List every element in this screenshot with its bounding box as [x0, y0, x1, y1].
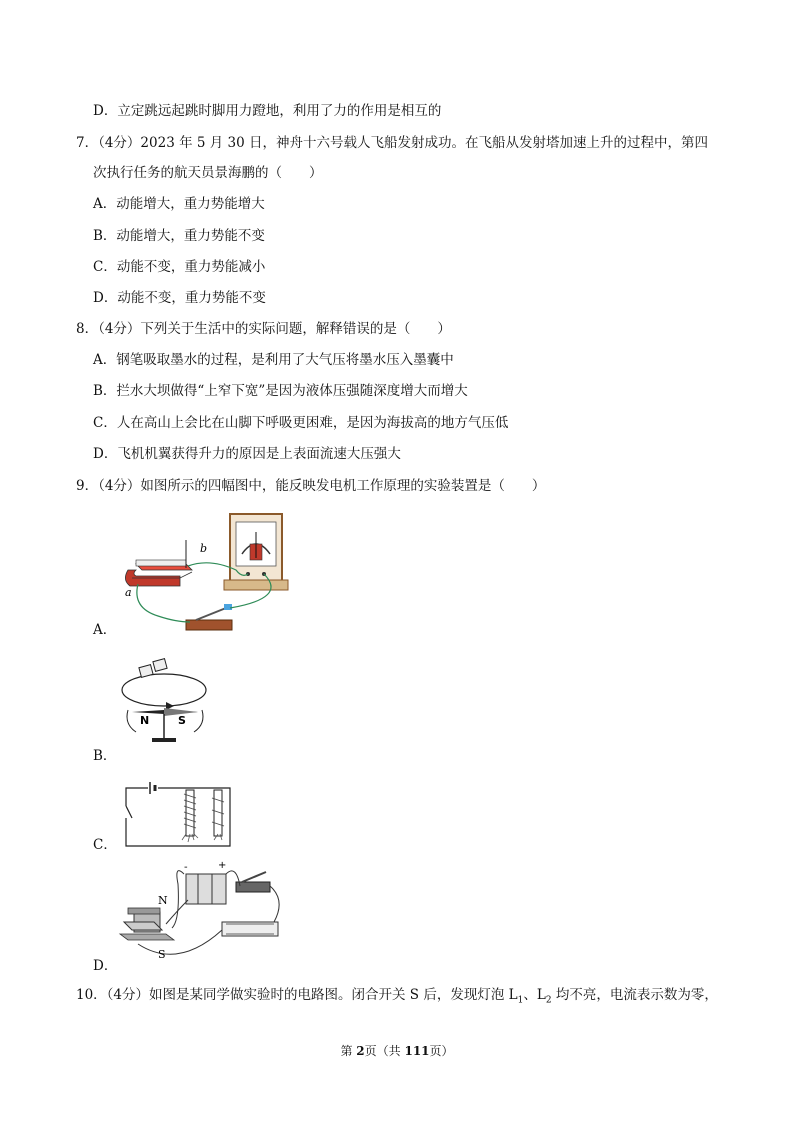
figure-d-label-n: N: [158, 894, 168, 907]
figure-a-generator-setup: [118, 508, 298, 633]
figure-d-magnet-circuit: [118, 860, 288, 970]
page-footer: [0, 1042, 794, 1059]
footer-pre: 第: [340, 1044, 357, 1058]
q8-option-b: B．拦水大坝做得“上窄下宽”是因为液体压强随深度增大而增大: [93, 383, 468, 399]
figure-d-minus-sign: -: [184, 862, 188, 873]
q8-stem: 8．（4分）下列关于生活中的实际问题，解释错误的是（ ）: [76, 321, 451, 337]
q8-option-d: D．飞机机翼获得升力的原因是上表面流速大压强大: [93, 446, 401, 462]
figure-c-electromagnet-circuit: [118, 778, 243, 853]
q7-stem-line1: 7．（4分）2023 年 5 月 30 日，神舟十六号载人飞船发射成功。在飞船从发射塔加速上升的过程中，第四: [76, 135, 709, 151]
q7-option-d: D．动能不变，重力势能不变: [93, 290, 266, 306]
q8-option-c: C．人在高山上会比在山脚下呼吸更困难，是因为海拔高的地方气压低: [93, 415, 509, 431]
q8-option-a: A．钢笔吸取墨水的过程，是利用了大气压将墨水压入墨囊中: [93, 352, 454, 368]
q9-option-b-label: B．: [93, 748, 117, 764]
q6-option-d: D．立定跳远起跳时脚用力蹬地，利用了力的作用是相互的: [93, 103, 442, 119]
figure-d-label-s: S: [158, 948, 166, 961]
figure-b-label-n: N: [140, 714, 150, 727]
q10-text-pre: 10．（4分）如图是某同学做实验时的电路图。闭合开关 S 后，发现灯泡 L: [76, 987, 518, 1003]
q10-text-post: 均不亮，电流表示数为零，: [551, 987, 718, 1003]
figure-b-label-s: S: [178, 714, 186, 727]
q9-option-c-label: C．: [93, 837, 117, 853]
q9-stem: 9．（4分）如图所示的四幅图中，能反映发电机工作原理的实验装置是（ ）: [76, 478, 546, 494]
footer-mid: 页（共: [364, 1044, 405, 1058]
figure-a-label-a: a: [125, 586, 132, 599]
q7-option-b: B．动能增大，重力势能不变: [93, 228, 265, 244]
figure-b-compass-experiment: [118, 652, 218, 757]
figure-d-plus-sign: +: [218, 860, 227, 871]
footer-page-number: 2: [356, 1044, 365, 1058]
footer-total-pages: 111: [404, 1044, 430, 1058]
q10-sub-1: 1: [517, 995, 524, 1006]
q10-text-mid: 、L: [523, 987, 546, 1003]
q7-option-c: C．动能不变，重力势能减小: [93, 259, 266, 275]
q9-option-d-label: D．: [93, 958, 118, 974]
footer-post: 页）: [429, 1044, 454, 1058]
q10-stem: [76, 986, 718, 1010]
figure-a-label-b: b: [200, 542, 208, 555]
q10-sub-2: 2: [545, 995, 552, 1006]
q7-option-a: A．动能增大，重力势能增大: [93, 196, 265, 212]
q7-stem-line2: 次执行任务的航天员景海鹏的（ ）: [93, 165, 323, 181]
q9-option-a-label: A．: [93, 622, 117, 638]
